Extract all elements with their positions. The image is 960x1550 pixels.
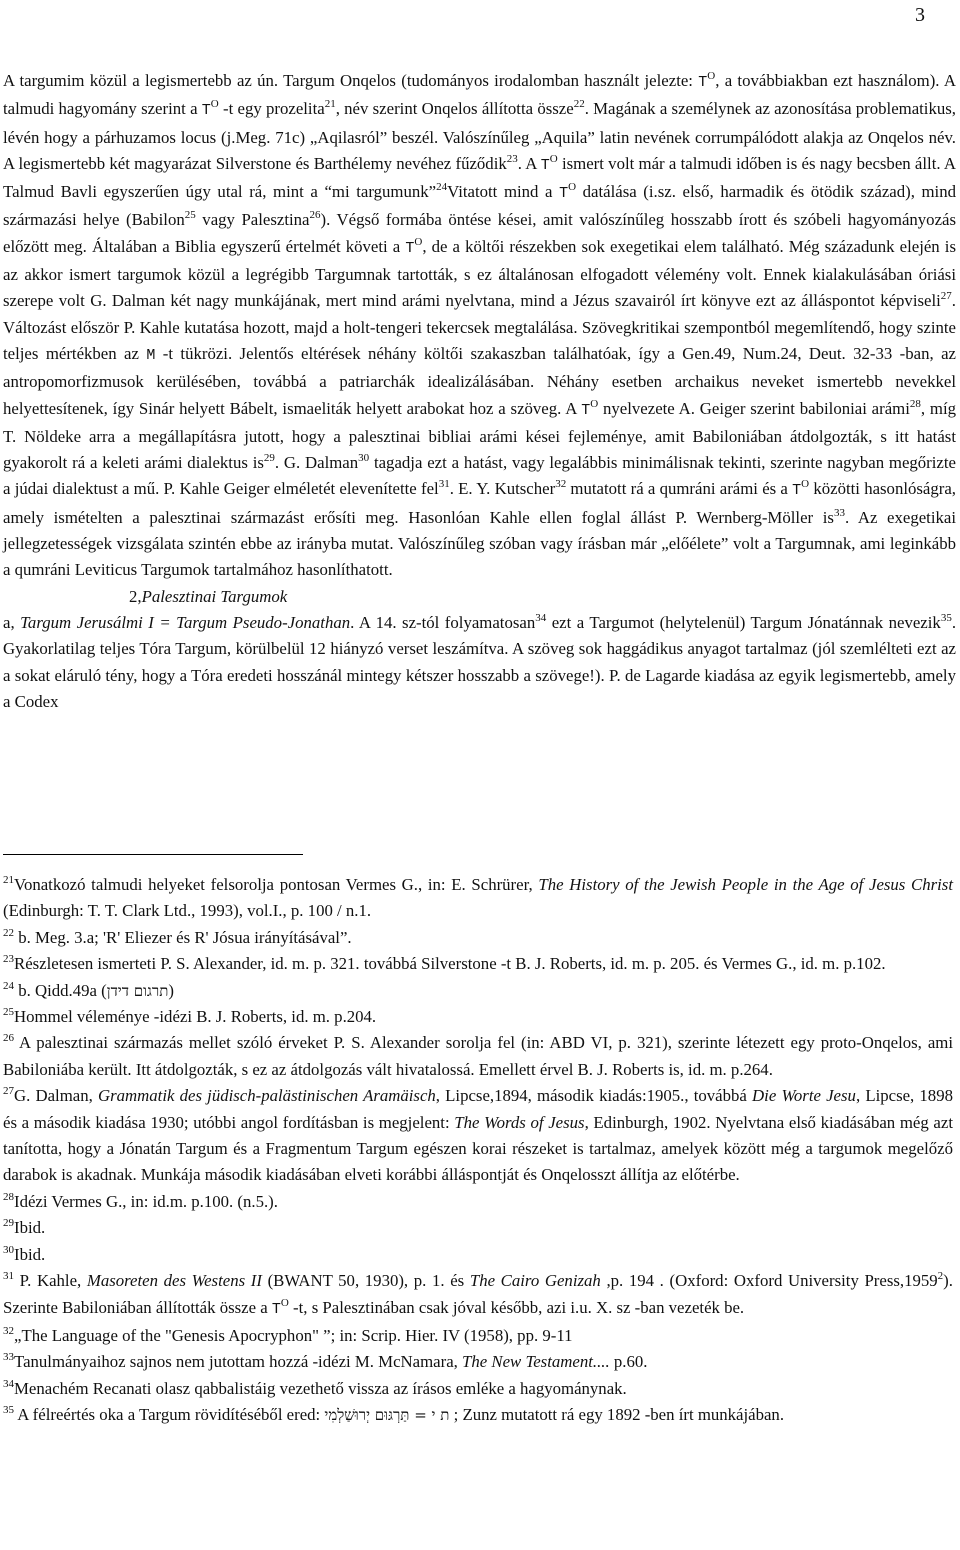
text-run: , Edinburgh, 1902. Nyelvtana első kiadásában még azt tanította, hogy a Jónatán Targum és a Fragmentum Targum egészen korai részeket is tartalmaz, amelyek között még a targumok megelőző darabok is akadnak. Munkája második kiadásában elveti korábbi álláspontját és Onqelosszt állítja az előtérbe. bbox=[3, 1112, 953, 1185]
footnote-ref: 23 bbox=[506, 152, 518, 165]
text-run: T bbox=[405, 239, 415, 257]
text-run: mutatott rá a qumráni arámi és a bbox=[566, 479, 793, 499]
footnote-ref: 29 bbox=[3, 1217, 14, 1230]
text-run: p.60. bbox=[609, 1352, 648, 1372]
footnote-ref: 26 bbox=[309, 209, 321, 222]
footnote-ref: 28 bbox=[3, 1190, 14, 1203]
text-run: Palesztinai Targumok bbox=[141, 586, 288, 606]
text-run: b. Meg. 3.a; 'R' Eliezer és R' Jósua irányításával”. bbox=[14, 927, 352, 947]
text-run: Részletesen ismerteti P. S. Alexander, id. m. p. 321. továbbá Silverstone -t B. J. Roberts, id. m. p. 205. és Vermes G., id. m. p.102. bbox=[14, 954, 886, 974]
footnote-24 bbox=[3, 978, 953, 1004]
footnote-26 bbox=[3, 1030, 953, 1083]
text-run: , míg T. Nöldeke arra a megállapításra jutott, hogy a palesztinai bibliai arámi kései fejleménye, amit Babiloniában átdolgozták, s itt hatást gyakorolt rá a keleti arámi dialektus is bbox=[3, 398, 957, 473]
text-run: . Az exegetikai jellegzetességek vizsgálata szintén ebbe az irányba mutat. Valószínűleg szóban vagy írásban már „előélete” volt a Targumnak, ami leginkább a qumráni Leviticus Targumok tartalmához hasonlíthatott. bbox=[3, 507, 956, 580]
text-run: T bbox=[698, 74, 708, 91]
footnote-ref: O bbox=[280, 1296, 289, 1309]
hebrew-text: ת י = תַּרְגּוּם יְרוּשַׁלְמִי bbox=[324, 1406, 450, 1425]
text-run: -t tükrözi. Jelentős eltérések néhány költői szakaszban találhatóak, így a Gen.49, Num.24, Deut. 32-33 -ban, az antropomorfizmusok kerülésében, továbbá a patriarchák idealizálásában. Néhány esetben archaikus neveket ismertebb nevekkel helyettesítenek, így Sinár helyett Bábelt, ismaeliták helyett arabokat hoz a szöveg. A bbox=[3, 343, 956, 418]
footnote-28 bbox=[3, 1189, 953, 1215]
text-run: T bbox=[581, 401, 591, 419]
main-text bbox=[3, 68, 956, 715]
footnote-ref: 22 bbox=[573, 98, 585, 111]
footnote-33 bbox=[3, 1349, 953, 1375]
text-run: , a továbbiakban ezt használom). A talmudi hagyomány szerint a bbox=[3, 71, 956, 119]
footnote-31 bbox=[3, 1268, 953, 1323]
text-run: Masoreten des Westens II bbox=[86, 1271, 262, 1291]
text-run: Grammatik des jüdisch-palästinischen Aramäisch bbox=[98, 1086, 436, 1106]
footnote-ref: O bbox=[707, 70, 716, 82]
text-run: T bbox=[540, 156, 550, 174]
footnote-ref: 24 bbox=[436, 181, 448, 194]
footnote-ref: 35 bbox=[3, 1404, 14, 1417]
footnote-ref: 32 bbox=[555, 478, 567, 491]
text-run: , Lipcse, 1898 és a második kiadása 1930; utóbbi angol fordításban is megjelent: bbox=[3, 1086, 953, 1132]
text-run: , Lipcse,1894, második kiadás:1905., továbbá bbox=[435, 1086, 753, 1106]
text-run: tagadja ezt a hatást, vagy legalábbis minimálisnak tekinti, szerinte nagyban megőrizte a júdai dialektust a mű. P. Kahle Geiger elméletét elevenítette fel bbox=[3, 453, 956, 499]
footnote-30 bbox=[3, 1242, 953, 1268]
text-run: -t egy prozelita bbox=[218, 99, 325, 119]
text-run: ). Szerinte Babiloniában állították össze a bbox=[3, 1271, 953, 1317]
text-run: ,p. 194 . (Oxford: Oxford University Press,1959 bbox=[600, 1271, 938, 1291]
text-run: 2, bbox=[129, 586, 142, 606]
text-run: Ibid. bbox=[14, 1218, 46, 1238]
footnote-25 bbox=[3, 1004, 953, 1030]
text-run: G. Dalman, bbox=[14, 1086, 98, 1106]
paragraph-targum-onqelos bbox=[3, 68, 956, 584]
footnote-ref: 24 bbox=[3, 979, 14, 992]
text-run: A targumim közül a legismertebb az ún. Targum Onqelos (tudományos irodalomban használt jelezte: bbox=[3, 71, 699, 90]
page-number: 3 bbox=[915, 4, 925, 26]
text-run: The History of the Jewish People in the Age of Jesus Christ bbox=[538, 875, 953, 894]
footnote-ref: O bbox=[568, 181, 577, 194]
text-run: M bbox=[146, 346, 156, 364]
text-run: Menachém Recanati olasz qabbalistáig vezethető vissza az írásos emléke a hagyománynak. bbox=[14, 1378, 627, 1398]
footnote-ref: 31 bbox=[3, 1270, 14, 1283]
section-heading bbox=[3, 584, 956, 610]
text-run: Tanulmányaihoz sajnos nem jutottam hozzá -idézi M. McNamara, bbox=[14, 1352, 463, 1372]
text-run: (Edinburgh: T. T. Clark Ltd., 1993), vol.I., p. 100 / n.1. bbox=[3, 901, 372, 921]
footnote-21 bbox=[3, 872, 953, 925]
text-run: . A 14. sz-tól folyamatosan bbox=[350, 612, 536, 632]
footnote-ref: O bbox=[549, 152, 558, 165]
footnote-ref: 28 bbox=[909, 397, 921, 410]
hebrew-text: תרגום דידן bbox=[106, 981, 169, 1000]
footnote-ref: 33 bbox=[833, 506, 845, 519]
footnote-ref: 29 bbox=[263, 452, 275, 465]
footnote-ref: 21 bbox=[324, 98, 336, 111]
footnote-ref: O bbox=[801, 478, 810, 491]
text-run: ezt a Targumot (helytelenül) Targum Jónatánnak nevezik bbox=[546, 612, 941, 632]
text-run: Ibid. bbox=[14, 1244, 46, 1264]
text-run: . E. Y. Kutscher bbox=[449, 479, 556, 499]
text-run: Targum Jerusálmi I = Targum Pseudo-Jonathan bbox=[20, 612, 351, 632]
text-run: T bbox=[201, 102, 211, 120]
text-run: Vitatott mind a bbox=[447, 182, 560, 202]
text-run: A félreértés oka a Targum rövidítéséből ered: bbox=[14, 1405, 325, 1425]
text-run: ismert volt már a talmudi időben is és nagy becsben állt. A Talmud Bavli egyszerűen úgy utal rá, mint a “mi targumunk” bbox=[3, 153, 956, 202]
text-run: Vonatkozó talmudi helyeket felsorolja pontosan Vermes G., in: E. Schrürer, bbox=[14, 875, 539, 894]
footnote-ref: 32 bbox=[3, 1324, 14, 1337]
text-run: . Változást először P. Kahle kutatása hozott, majd a holt-tengeri tekercsek megtalálása. Szövegkritikai szempontból megemlítendő, hogy szinte teljes mértékben az bbox=[3, 291, 956, 363]
footnote-ref: 27 bbox=[940, 290, 952, 303]
text-run: Die Worte Jesu bbox=[752, 1086, 856, 1106]
text-run: P. Kahle, bbox=[14, 1271, 87, 1291]
footnote-27 bbox=[3, 1083, 953, 1189]
footnote-ref: O bbox=[590, 397, 599, 410]
footnote-23 bbox=[3, 951, 953, 977]
text-run: b. Qidd.49a ( bbox=[14, 980, 107, 1000]
text-run: ; Zunz mutatott rá egy 1892 -ben írt munkájában. bbox=[449, 1405, 785, 1425]
footnote-ref: O bbox=[210, 98, 219, 111]
text-run: . A bbox=[517, 153, 541, 173]
footnote-ref: 23 bbox=[3, 953, 14, 966]
text-run: The Cairo Genizah bbox=[469, 1271, 601, 1291]
footnote-ref: 35 bbox=[940, 611, 952, 624]
text-run: vagy Palesztina bbox=[195, 210, 310, 230]
text-run: Hommel véleménye -idézi B. J. Roberts, id. m. p.204. bbox=[14, 1007, 377, 1027]
text-run: A palesztinai származás mellet szóló érveket P. S. Alexander sorolja fel (in: ABD VI, p. 321), szerinte létezett egy proto-Onqelos, ami Babiloniába került. Itt átdolgozták, s ez az átdolgozás vált hivatalossá. Emellett érvel B. J. Roberts is, id. m. p.264. bbox=[3, 1033, 953, 1079]
footnote-ref: 33 bbox=[3, 1351, 14, 1364]
text-run: datálása (i.sz. első, harmadik és ötödik század), mind származási helye (Babilon bbox=[3, 182, 956, 230]
text-run: T bbox=[792, 482, 802, 500]
footnotes bbox=[3, 872, 953, 1429]
footnote-ref: 30 bbox=[3, 1243, 14, 1256]
text-run: , név szerint Onqelos állította össze bbox=[335, 99, 574, 119]
footnote-separator bbox=[3, 854, 303, 855]
text-run: Idézi Vermes G., in: id.m. p.100. (n.5.). bbox=[14, 1191, 278, 1211]
footnote-22 bbox=[3, 925, 953, 951]
footnote-ref: 2 bbox=[937, 1270, 944, 1283]
footnote-ref: 25 bbox=[184, 209, 196, 222]
footnote-ref: 21 bbox=[3, 874, 14, 886]
text-run: a, bbox=[3, 612, 21, 632]
text-run: The Words of Jesus bbox=[454, 1112, 585, 1132]
footnote-34 bbox=[3, 1376, 953, 1402]
footnote-ref: 30 bbox=[358, 452, 370, 465]
text-run: . Magának a személynek az azonosítása problematikus, lévén hogy a párhuzamos locus (j.Meg. 71c) „Aqilasról” beszél. Valószínűleg „Aquila” latin nevének corrumpálódott alakja az Onqelos név. A legismertebb két magyarázat Silverstone és Barthélemy nevéhez fűződik bbox=[3, 99, 956, 173]
footnote-ref: 26 bbox=[3, 1032, 14, 1045]
text-run: ). Végső formába öntése kései, amit valószínűleg hosszabb írott és szóbeli hagyományozás előzött meg. Általában a Biblia egyszerű értelmét követi a bbox=[3, 210, 956, 256]
footnote-ref: O bbox=[414, 235, 423, 248]
text-run: The New Testament.... bbox=[462, 1352, 610, 1372]
text-run: nyelvezete A. Geiger szerint babiloniai arámi bbox=[598, 398, 910, 418]
text-run: (BWANT 50, 1930), p. 1. és bbox=[261, 1271, 470, 1291]
footnote-ref: 31 bbox=[438, 478, 450, 491]
footnote-ref: 27 bbox=[3, 1085, 14, 1098]
text-run: , de a költői részekben sok exegetikai elem található. Még századunk elején is az akkor ismert targumok közül a legrégibb Targumnak tartották, s ez általánosan elfogadott vélemény volt. Ennek kialakulásában óriási szerepe volt G. Dalman két nagy munkájának, mert mind arámi nyelvtana, mind a Jézus szavairól írt könyve ezt az álláspontot képviseli bbox=[3, 236, 956, 311]
footnote-ref: 25 bbox=[3, 1006, 14, 1019]
text-run: közötti hasonlóságra, amely ismételten a palesztinai származást erősíti meg. Hasonlóan Kahle ellen foglal állást P. Wernberg-Möller is bbox=[3, 479, 956, 527]
text-run: „The Language of the "Genesis Apocryphon" ”; in: Scrip. Hier. IV (1958), pp. 9-11 bbox=[14, 1325, 573, 1345]
text-run: -t, s Palesztinában csak jóval később, azi i.u. X. sz -ban vezeték be. bbox=[288, 1297, 745, 1317]
text-run: T bbox=[271, 1300, 281, 1318]
text-run: . Gyakorlatilag teljes Tóra Targum, körülbelül 12 hiányzó verset leszámítva. A szöveg sok haggádikus anyagot tartalmaz (jól szemlélteti ezt az a sokat eláruló tény, hogy a Tóra eredeti hosszánál mintegy kétszer hosszabb a szövege!). P. de Lagarde kiadása az egyik legismertebb, amely a Codex bbox=[3, 612, 957, 711]
text-run: . G. Dalman bbox=[274, 453, 359, 473]
footnote-35 bbox=[3, 1402, 953, 1428]
text-run: T bbox=[559, 185, 569, 203]
footnote-ref: 34 bbox=[3, 1377, 14, 1390]
paragraph-targum-jerusalmi bbox=[3, 610, 956, 715]
text-run: ) bbox=[168, 980, 174, 1000]
footnote-32 bbox=[3, 1323, 953, 1349]
footnote-ref: 34 bbox=[535, 611, 547, 624]
footnote-ref: 22 bbox=[3, 926, 14, 939]
footnote-29 bbox=[3, 1215, 953, 1241]
